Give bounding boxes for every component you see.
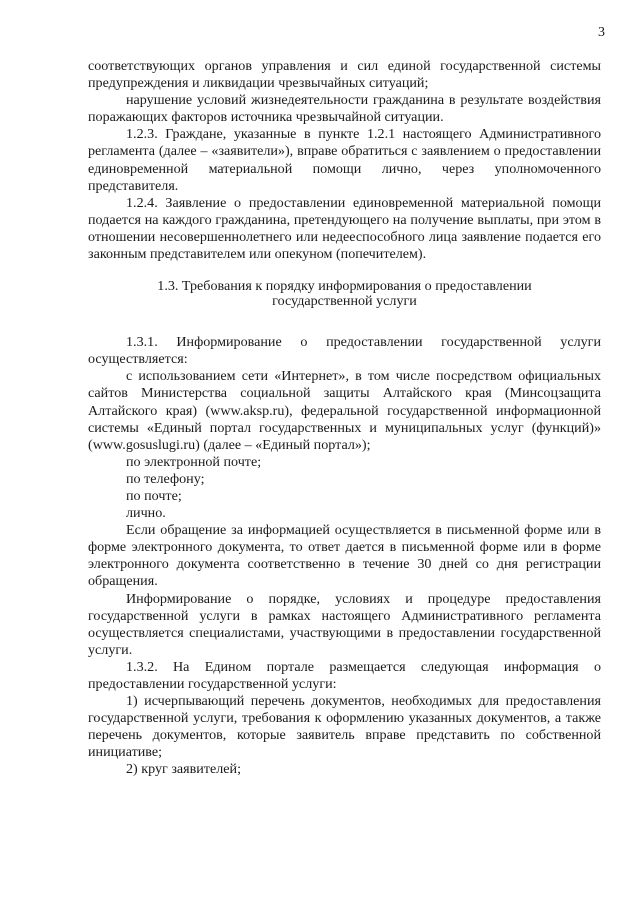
list-item-phone: по телефону; (126, 470, 205, 487)
paragraph-item-1: 1) исчерпывающий перечень документов, необходимых для предоставления государственной услуги, требования к оформлению указанных документов, а также перечень документов, которые заявитель вправе представить по собственной инициативе; (88, 693, 601, 761)
paragraph-1-3-1: 1.3.1. Информирование о предоставлении государственной услуги осуществляется: (88, 334, 601, 368)
paragraph-informing: Информирование о порядке, условиях и процедуре предоставления государственной услуги в рамках настоящего Административного регламента осуществляется специалистами, участвующими в предоставлении государственной услуги. (88, 590, 601, 658)
paragraph-written-request: Если обращение за информацией осуществляется в письменной форме или в форме электронного документа, то ответ дается в письменной форме или в форме электронного документа соответственно в течение 30 дней со дня регистрации обращения. (88, 522, 601, 590)
list-item-post: по почте; (126, 487, 182, 504)
paragraph-1-3-2: 1.3.2. На Едином портале размещается следующая информация о предоставлении государственной услуги: (88, 658, 601, 692)
section-heading-line-2: государственной услуги (272, 292, 417, 309)
paragraph-item-2: 2) круг заявителей; (126, 761, 241, 778)
document-page (88, 0, 605, 905)
paragraph-continuation: соответствующих органов управления и сил единой государственной системы предупреждения и ликвидации чрезвычайных ситуаций; (88, 58, 601, 92)
paragraph-internet: с использованием сети «Интернет», в том числе посредством официальных сайтов Министерства социальной защиты Алтайского края (Минсоцзащита Алтайского края) (www.aksp.ru), федеральной государственной информационной системы «Единый портал государственных и муниципальных услуг (функций)» (www.gosuslugi.ru) (далее – «Единый портал»); (88, 368, 601, 453)
list-item-email: по электронной почте; (126, 453, 262, 470)
list-item-in-person: лично. (126, 505, 166, 522)
page-number: 3 (598, 25, 605, 40)
section-heading-line-1: 1.3. Требования к порядку информирования о предоставлении (157, 278, 532, 295)
paragraph-condition-violation: нарушение условий жизнедеятельности гражданина в результате воздействия поражающих факторов источника чрезвычайной ситуации. (88, 92, 601, 126)
document-body (88, 58, 601, 779)
paragraph-1-2-4: 1.2.4. Заявление о предоставлении единовременной материальной помощи подается на каждого гражданина, претендующего на получение выплаты, при этом в отношении несовершеннолетнего или недееспособного лица заявление подается его законным представителем или опекуном (попечителем). (88, 194, 601, 263)
section-heading-1-3 (88, 279, 601, 308)
paragraph-1-2-3: 1.2.3. Граждане, указанные в пункте 1.2.1 настоящего Административного регламента (далее – «заявители»), вправе обратиться с заявлением о предоставлении единовременной материальной помощи лично, через уполномоченного представителя. (88, 126, 601, 194)
